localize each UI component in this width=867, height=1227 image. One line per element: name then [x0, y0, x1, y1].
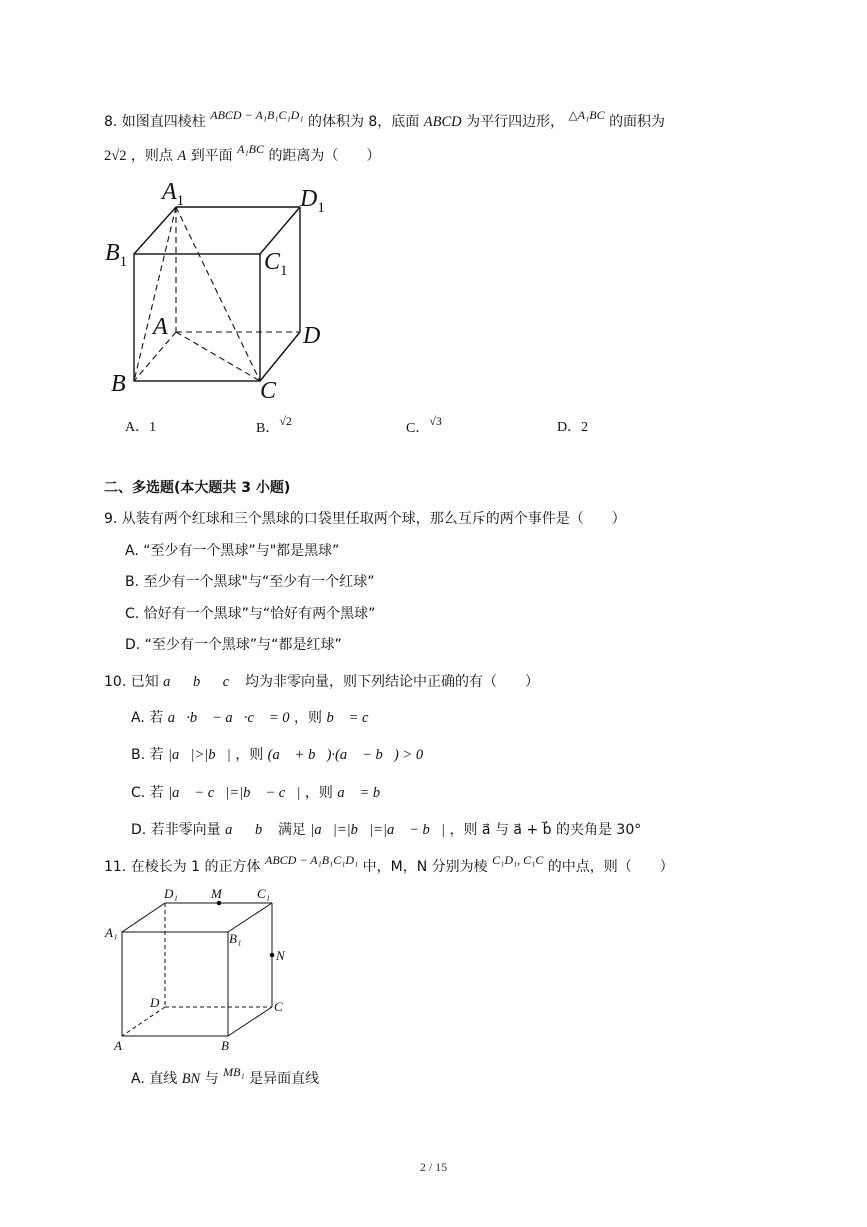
q8-option-b — [256, 414, 292, 439]
page-number: 2 / 15 — [419, 1160, 448, 1174]
option-text: 满足 — [277, 822, 306, 838]
q11-vertex-B1: B₁ — [229, 931, 242, 946]
q10-text: 10. 已知 — [104, 674, 159, 690]
q11-vertex-C1: C₁ — [257, 886, 271, 901]
q11-text: 11. 在棱长为 1 的正方体 — [104, 859, 261, 875]
option-text: C. 若 — [131, 785, 164, 801]
q8-text: 的距离为（ ） — [268, 148, 381, 164]
option-value: 1 — [149, 420, 157, 435]
q11-vertex-B: B — [221, 1038, 229, 1053]
q11-text: 中，M，N 分别为棱 — [362, 859, 488, 875]
q8-stem-line2 — [104, 142, 381, 166]
q8-text: 的体积为 8，底面 — [307, 114, 420, 130]
q11-vertex-D: D — [150, 995, 160, 1010]
option-math: b⃗ = c⃗ — [326, 710, 380, 726]
option-math: |a⃗ − c⃗|=|b⃗ − c⃗| — [168, 785, 301, 801]
option-math: (a⃗ + b⃗)·(a⃗ − b⃗) > 0 — [267, 747, 424, 763]
q10-option-a — [131, 708, 380, 728]
q11-vertex-A: A — [114, 1038, 122, 1053]
q8-prism-label: ABCD − A₁B₁C₁D₁ — [210, 108, 304, 122]
q10-option-d — [131, 820, 641, 840]
q9-option-c: C. 恰好有一个黑球”与“恰好有两个黑球” — [125, 606, 376, 622]
q8-plane-label: A₁BC — [237, 142, 264, 156]
q8-vertex-B1: $B_1$ — [105, 240, 128, 270]
option-label: A． — [125, 420, 150, 435]
q11-cube-label: ABCD − A₁B₁C₁D₁ — [264, 853, 359, 867]
q8-option-c — [406, 414, 442, 439]
q10-stem — [104, 672, 539, 692]
q8-option-a — [125, 418, 156, 438]
option-math: a⃗，b⃗ — [225, 822, 274, 838]
option-text: 与 — [204, 1071, 219, 1087]
point-m — [217, 901, 222, 906]
q8-vertex-D: D — [303, 323, 321, 349]
q8-vertex-D1: $D_1$ — [300, 186, 325, 216]
option-text: A. 若 — [131, 710, 164, 726]
q8-text: 到平面 — [190, 148, 233, 164]
q8-vertex-A1: $A_1$ — [162, 179, 185, 209]
q8-text: 为平行四边形， — [466, 114, 565, 130]
option-text: A. 直线 — [131, 1071, 178, 1087]
q9-stem: 9. 从装有两个红球和三个黑球的口袋里任取两个球，那么互斥的两个事件是（ ） — [104, 511, 626, 527]
q11-vertex-A1: A₁ — [105, 925, 118, 940]
q11-label-N: N — [276, 948, 285, 963]
point-n — [270, 953, 275, 958]
option-text: ，则 — [294, 710, 323, 726]
q8-option-d — [557, 418, 588, 438]
q8-triangle-label: △A₁BC — [568, 108, 605, 122]
q8-vertex-C: C — [260, 378, 277, 404]
option-text: D. 若非零向量 — [131, 822, 221, 838]
option-math: MB₁ — [223, 1065, 245, 1079]
section-title: 二、多选题(本大题共 3 小题) — [104, 480, 291, 496]
option-math: a⃗·b⃗ − a⃗·c⃗ = 0 — [167, 710, 290, 726]
option-text: ，则 — [235, 747, 264, 763]
q9-option-d: D. “至少有一个黑球”与“都是红球” — [125, 637, 342, 653]
q11-label-M: M — [211, 886, 222, 901]
q11-stem — [104, 853, 674, 877]
q10-text: 均为非零向量，则下列结论中正确的有（ ） — [244, 674, 539, 690]
option-math: |a⃗|=|b⃗|=|a⃗ − b⃗| — [310, 822, 446, 838]
q11-cube-figure — [100, 880, 300, 1055]
q8-vertex-A: A — [153, 314, 168, 340]
q11-text: 的中点，则（ ） — [547, 859, 674, 875]
option-text: B. 若 — [131, 747, 164, 763]
q9-option-b: B. 至少有一个黑球"与“至少有一个红球” — [125, 574, 375, 590]
option-text: 是异面直线 — [249, 1071, 320, 1087]
q11-vertex-D1: D₁ — [164, 886, 178, 901]
option-text: ，则 — [304, 785, 333, 801]
option-value: 2 — [581, 420, 589, 435]
q8-vertex-B: B — [111, 371, 126, 397]
q8-vertex-C1: $C_1$ — [264, 249, 288, 279]
option-math: |a⃗|>|b⃗| — [167, 747, 231, 763]
q11-option-a — [131, 1065, 320, 1089]
option-text: ，则 a⃗ 与 a⃗ + b⃗ 的夹角是 30° — [449, 822, 642, 838]
option-math: BN — [181, 1071, 201, 1087]
q11-vertex-C: C — [274, 999, 283, 1014]
q8-text: 的面积为 — [609, 114, 666, 130]
q8-base-label: ABCD — [423, 114, 462, 130]
q10-option-c — [131, 783, 391, 803]
q8-area-value: 2√2 — [104, 148, 127, 164]
option-value: √3 — [429, 414, 442, 428]
q8-text: 8. 如图直四棱柱 — [104, 114, 206, 130]
option-math: a⃗ = b⃗ — [337, 785, 392, 801]
option-value: √2 — [279, 414, 292, 428]
q8-stem-line1 — [104, 108, 666, 132]
q10-vectors: a⃗，b⃗，c⃗ — [163, 674, 241, 690]
option-label: D． — [557, 420, 582, 435]
q9-option-a: A. “至少有一个黑球”与"都是黑球” — [125, 543, 340, 559]
option-label: B． — [256, 421, 280, 436]
q8-point-label: A — [177, 148, 187, 164]
q11-edges-label: C₁D₁, C₁C — [492, 853, 544, 867]
q8-text: ，则点 — [130, 148, 173, 164]
q10-option-b — [131, 745, 423, 765]
option-label: C． — [406, 421, 430, 436]
q8-prism-figure — [100, 170, 340, 405]
